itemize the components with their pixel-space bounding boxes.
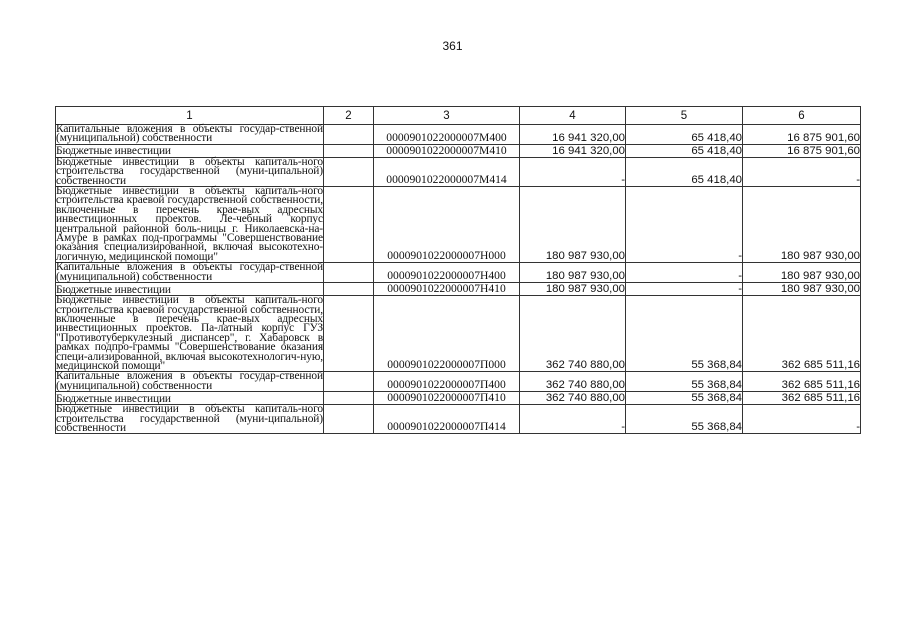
table-row bbox=[56, 125, 861, 145]
row-col2 bbox=[324, 263, 374, 283]
column-header: 2 bbox=[324, 107, 374, 125]
row-code: 0000901022000007П414 bbox=[374, 405, 520, 434]
row-amount-col6: 16 875 901,60 bbox=[743, 125, 861, 145]
table-row bbox=[56, 157, 861, 186]
row-description: Бюджетные инвестиции в объекты капиталь-ного строительства государственной (муни-ципальной) собственности bbox=[56, 403, 323, 434]
row-amount-col4: 16 941 320,00 bbox=[520, 125, 626, 145]
page-number: 361 bbox=[442, 39, 463, 53]
row-code: 0000901022000007М410 bbox=[374, 144, 520, 157]
row-code: 0000901022000007Н400 bbox=[374, 263, 520, 283]
row-amount-col5: 55 368,84 bbox=[626, 405, 743, 434]
row-amount-col6: 362 685 511,16 bbox=[743, 372, 861, 392]
row-amount-col6: - bbox=[743, 157, 861, 186]
table-row bbox=[56, 187, 861, 263]
row-amount-col6: 362 685 511,16 bbox=[743, 392, 861, 405]
row-code: 0000901022000007М400 bbox=[374, 125, 520, 145]
row-col2 bbox=[324, 187, 374, 263]
row-amount-col4: - bbox=[520, 405, 626, 434]
row-amount-col5: 65 418,40 bbox=[626, 144, 743, 157]
row-col2 bbox=[324, 157, 374, 186]
row-amount-col4: 362 740 880,00 bbox=[520, 296, 626, 372]
row-amount-col4: 180 987 930,00 bbox=[520, 283, 626, 296]
row-description: Бюджетные инвестиции bbox=[56, 283, 324, 296]
row-col2 bbox=[324, 144, 374, 157]
row-code: 0000901022000007П410 bbox=[374, 392, 520, 405]
row-description: Капитальные вложения в объекты государ-ственной (муниципальной) собственности bbox=[56, 370, 323, 392]
row-amount-col5: 55 368,84 bbox=[626, 392, 743, 405]
row-description: Бюджетные инвестиции bbox=[56, 392, 324, 405]
row-amount-col4: 362 740 880,00 bbox=[520, 392, 626, 405]
row-col2 bbox=[324, 392, 374, 405]
row-code: 0000901022000007Н410 bbox=[374, 283, 520, 296]
row-amount-col6: 180 987 930,00 bbox=[743, 187, 861, 263]
column-header: 1 bbox=[56, 107, 324, 125]
row-amount-col6: 362 685 511,16 bbox=[743, 296, 861, 372]
row-description: Бюджетные инвестиции в объекты капиталь-ного строительства краевой государственной собственности, включенные в перечень крае-вых адресных инвестиционных проектов. Па-латный корпус ГУЗ "Противотуберкулезный диспансер", г. Хабаровск в рамках подпро-граммы "Совершенствование оказания специ-ализированной, включая высокотехнологич-ную, медицинской помощи" bbox=[56, 294, 323, 372]
row-code: 0000901022000007М414 bbox=[374, 157, 520, 186]
row-amount-col4: 180 987 930,00 bbox=[520, 187, 626, 263]
row-amount-col5: 65 418,40 bbox=[626, 157, 743, 186]
row-code: 0000901022000007П000 bbox=[374, 296, 520, 372]
row-description: Капитальные вложения в объекты государ-ственной (муниципальной) собственности bbox=[56, 123, 323, 145]
row-amount-col4: 16 941 320,00 bbox=[520, 144, 626, 157]
row-amount-col6: 180 987 930,00 bbox=[743, 263, 861, 283]
row-code: 0000901022000007Н000 bbox=[374, 187, 520, 263]
row-amount-col5: - bbox=[626, 263, 743, 283]
row-code: 0000901022000007П400 bbox=[374, 372, 520, 392]
row-amount-col6: 16 875 901,60 bbox=[743, 144, 861, 157]
row-amount-col5: - bbox=[626, 283, 743, 296]
row-col2 bbox=[324, 372, 374, 392]
row-amount-col5: 55 368,84 bbox=[626, 372, 743, 392]
row-amount-col5: - bbox=[626, 187, 743, 263]
row-col2 bbox=[324, 125, 374, 145]
row-amount-col4: 180 987 930,00 bbox=[520, 263, 626, 283]
row-description: Бюджетные инвестиции в объекты капиталь-ного строительства государственной (муни-ципальной) собственности bbox=[56, 155, 323, 187]
table-row bbox=[56, 405, 861, 434]
row-amount-col4: 362 740 880,00 bbox=[520, 372, 626, 392]
column-header: 6 bbox=[743, 107, 861, 125]
row-amount-col6: - bbox=[743, 405, 861, 434]
row-col2 bbox=[324, 296, 374, 372]
column-header: 4 bbox=[520, 107, 626, 125]
table-row bbox=[56, 296, 861, 372]
column-header: 3 bbox=[374, 107, 520, 125]
row-description: Бюджетные инвестиции bbox=[56, 144, 324, 157]
row-col2 bbox=[324, 283, 374, 296]
column-header: 5 bbox=[626, 107, 743, 125]
row-col2 bbox=[324, 405, 374, 434]
table-row bbox=[56, 372, 861, 392]
row-amount-col5: 65 418,40 bbox=[626, 125, 743, 145]
row-amount-col5: 55 368,84 bbox=[626, 296, 743, 372]
row-amount-col4: - bbox=[520, 157, 626, 186]
row-description: Капитальные вложения в объекты государ-ственной (муниципальной) собственности bbox=[56, 261, 323, 283]
table-row bbox=[56, 263, 861, 283]
table-header-row bbox=[56, 107, 861, 125]
row-amount-col6: 180 987 930,00 bbox=[743, 283, 861, 296]
budget-table bbox=[55, 106, 861, 434]
row-description: Бюджетные инвестиции в объекты капиталь-ного строительства краевой государственной собственности, включенные в перечень крае-вых адресных инвестиционных проектов. Ле-чебный корпус центральной районной боль-ницы г. Николаевска-на-Амуре в рамках под-программы "Совершенствование оказания специализированной, включая высокотехно-логичную, медицинской помощи" bbox=[56, 185, 323, 263]
